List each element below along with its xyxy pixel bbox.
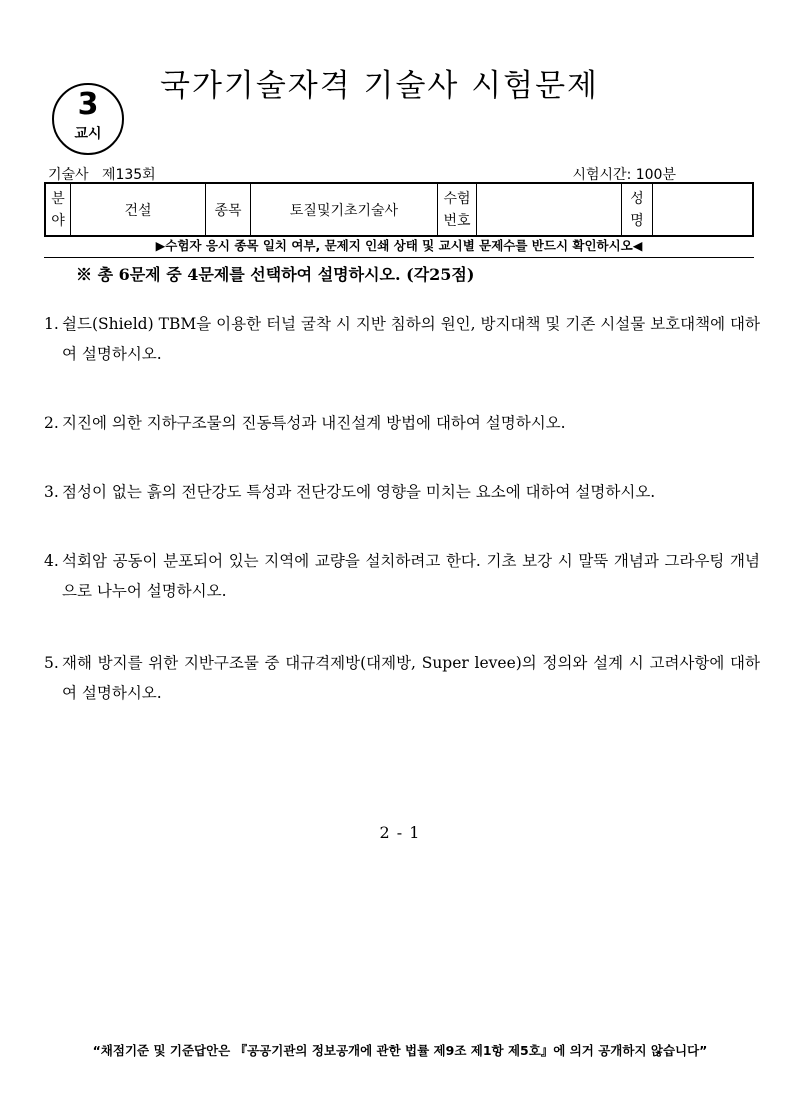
field-label-bottom: 야: [51, 212, 65, 229]
exam-no-field[interactable]: [477, 183, 622, 236]
question-number: 5.: [44, 654, 59, 672]
field-label-top: 분: [51, 190, 65, 207]
question-number: 3.: [44, 483, 59, 501]
page-number: 2 - 1: [379, 823, 421, 842]
question-number: 2.: [44, 414, 59, 432]
field-value: 건설: [71, 183, 206, 236]
session-number: 3: [77, 87, 99, 122]
exam-no-label-top: 수험: [443, 190, 471, 207]
question-4: [44, 546, 760, 606]
session-label: 교시: [74, 126, 102, 142]
exam-notice: ▶수험자 응시 종목 일치 여부, 문제지 인쇄 상태 및 교시별 문제수를 반드시 확인하시오◀: [155, 238, 643, 253]
question-text: 석회암 공동이 분포되어 있는 지역에 교량을 설치하려고 한다. 기초 보강 시 말뚝 개념과 그라우팅 개념으로 나누어 설명하시오.: [62, 552, 760, 600]
exam-info-table: [44, 182, 754, 237]
exam-time: 시험시간: 100분: [572, 167, 676, 183]
divider: [44, 257, 754, 258]
field-label-cell: [45, 183, 71, 236]
name-field[interactable]: [653, 183, 754, 236]
question-text: 지진에 의한 지하구조물의 진동특성과 내진설계 방법에 대하여 설명하시오.: [62, 414, 566, 432]
footer-note: “채점기준 및 기준답안은 『공공기관의 정보공개에 관한 법률 제9조 제1항 제5호』에 의거 공개하지 않습니다”: [92, 1043, 708, 1058]
name-label-bottom: 명: [630, 212, 644, 229]
question-text: 점성이 없는 흙의 전단강도 특성과 전단강도에 영향을 미치는 요소에 대하여 설명하시오.: [62, 483, 656, 501]
exam-no-label-bottom: 번호: [443, 212, 471, 229]
question-1: [44, 309, 760, 369]
exam-round: [48, 164, 156, 184]
name-label-top: 성: [630, 190, 644, 207]
name-label-cell: [622, 183, 653, 236]
exam-round-number: 제135회: [101, 167, 156, 183]
page-title: 국가기술자격 기술사 시험문제: [160, 68, 600, 104]
exam-type: 기술사: [48, 167, 89, 183]
question-number: 1.: [44, 315, 59, 333]
category-value: 토질및기초기술사: [251, 183, 438, 236]
question-text: 재해 방지를 위한 지반구조물 중 대규격제방(대제방, Super levee)의 정의와 설계 시 고려사항에 대하여 설명하시오.: [62, 654, 760, 702]
question-3: [44, 477, 760, 507]
question-text: 쉴드(Shield) TBM을 이용한 터널 굴착 시 지반 침하의 원인, 방지대책 및 기존 시설물 보호대책에 대하여 설명하시오.: [62, 315, 760, 363]
instruction: ※ 총 6문제 중 4문제를 선택하여 설명하시오. (각25점): [76, 265, 475, 284]
category-label: 종목: [206, 183, 251, 236]
exam-no-label-cell: [438, 183, 477, 236]
question-2: [44, 408, 760, 438]
question-number: 4.: [44, 552, 59, 570]
session-badge: [52, 83, 124, 155]
question-5: [44, 648, 760, 708]
